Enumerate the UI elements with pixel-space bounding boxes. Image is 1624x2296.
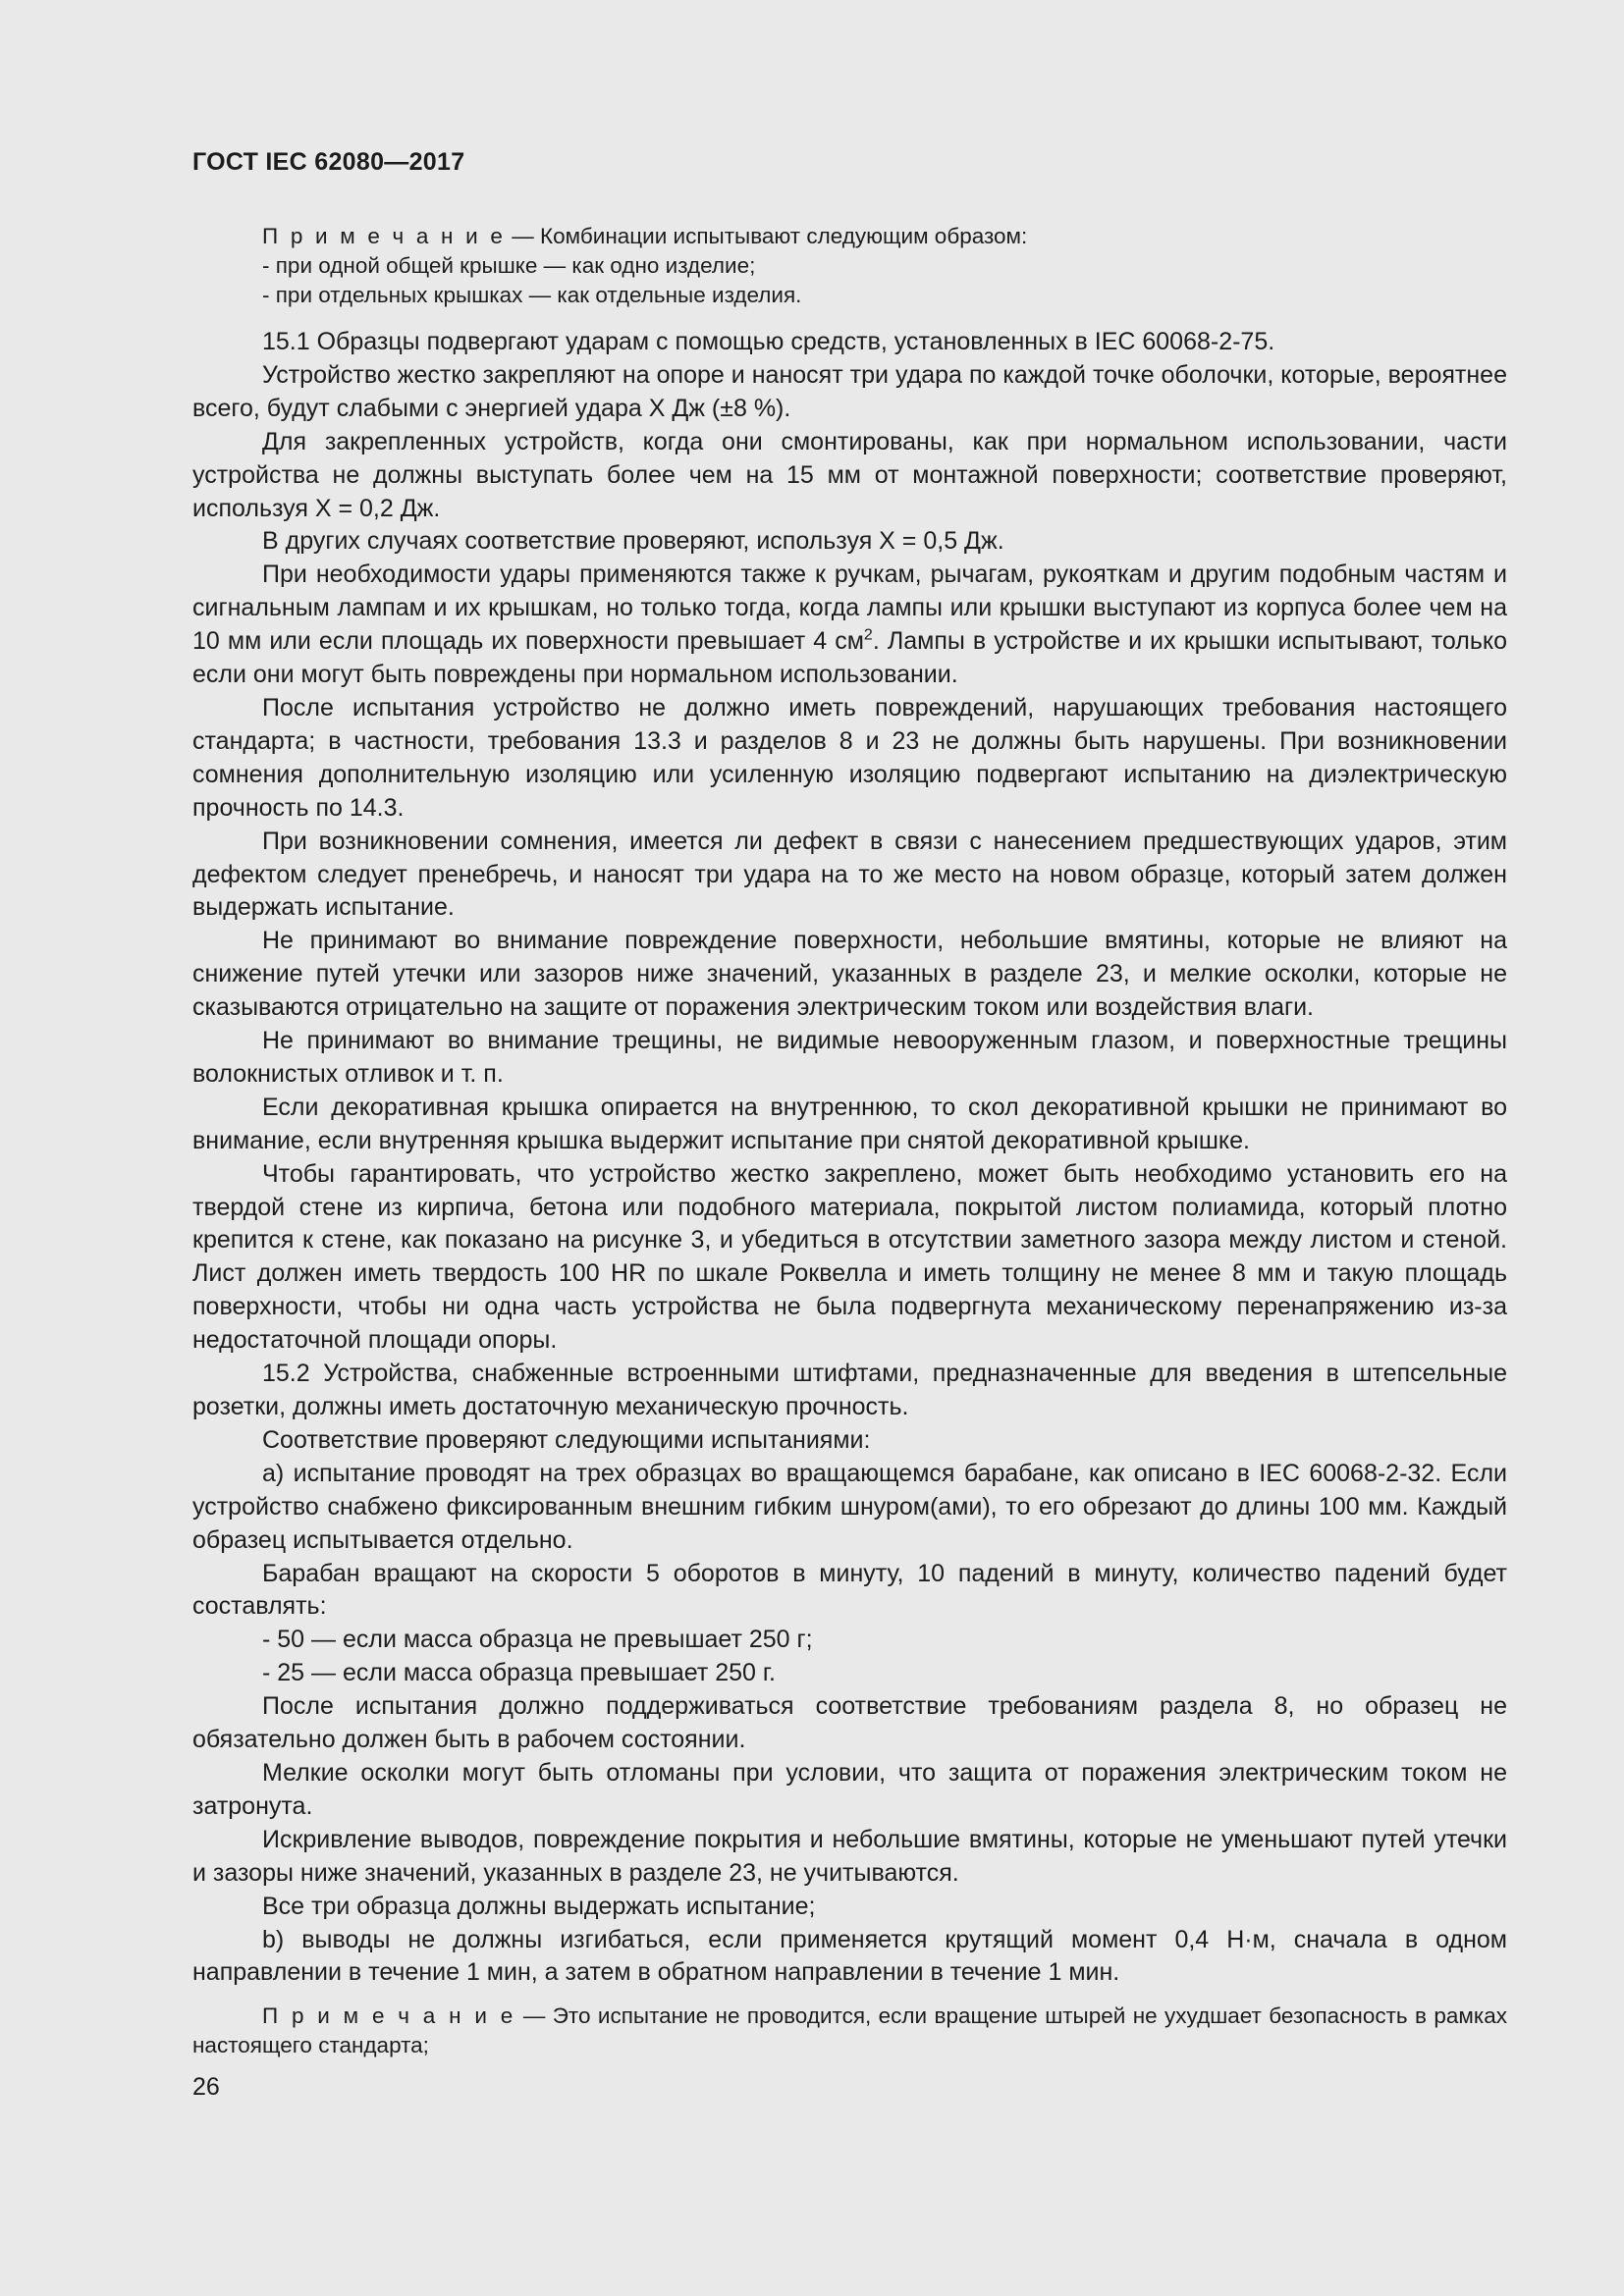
paragraph: Устройство жестко закрепляют на опоре и наносят три удара по каждой точке оболочки, которые, вероятнее всего, будут слабыми с энергией удара X Дж (±8 %). (192, 360, 1507, 422)
list-dash-item: - 50 — если масса образца не превышает 250 г; (262, 1626, 813, 1654)
paragraph: Искривление выводов, повреждение покрытия и небольшие вмятины, которые не уменьшают путей утечки и зазоры ниже значений, указанных в разделе 23, не учитываются. (192, 1825, 1507, 1887)
note-combinations (192, 222, 1507, 310)
paragraph: Не принимают во внимание трещины, не видимые невооруженным глазом, и поверхностные трещины волокнистых отливок и т. п. (192, 1027, 1507, 1088)
note-intro-text: — Комбинации испытывают следующим образом: (506, 224, 1028, 248)
lamps-text-before: При необходимости удары применяются также к ручкам, рычагам, рукояткам и другим подобным частям и сигнальным лампам и их крышкам, но только тогда, когда лампы или крышки выступают из корпуса более чем на 10 мм или если площадь их поверхности превышает 4 см (192, 561, 1507, 656)
note-line: - при одной общей крышке — как одно изделие; (262, 253, 756, 278)
paragraph: После испытания должно поддерживаться соответствие требованиям раздела 8, но образец не обязательно должен быть в рабочем состоянии. (192, 1692, 1507, 1754)
paragraph: После испытания устройство не должно иметь повреждений, нарушающих требования настоящего стандарта; в частности, требования 13.3 и разделов 8 и 23 не должны быть нарушены. При возникновении сомнения дополнительную изоляцию или усиленную изоляцию подвергают испытанию на диэлектрическую прочность по 14.3. (192, 693, 1507, 822)
paragraph: Не принимают во внимание повреждение поверхности, небольшие вмятины, которые не влияют на снижение путей утечки или зазоров ниже значений, указанных в разделе 23, и мелкие осколки, которые не сказываются отрицательно на защите от поражения электрическим током или воздействия влаги. (192, 927, 1507, 1022)
paragraph-lamps (192, 559, 1507, 692)
note-text: — Это испытание не проводится, если вращение штырей не ухудшает безопасность в рамках настоящего стандарта; (192, 2003, 1507, 2058)
clause-15-2: 15.2 Устройства, снабженные встроенными штифтами, предназначенные для введения в штепсельные розетки, должны иметь достаточную механическую прочность. (192, 1360, 1507, 1420)
note-rotation (192, 2002, 1507, 2060)
note-line: - при отдельных крышках — как отдельные изделия. (262, 283, 802, 307)
paragraph: Барабан вращают на скорости 5 оборотов в минуту, 10 падений в минуту, количество падений будет составлять: (192, 1559, 1507, 1621)
paragraph: Для закрепленных устройств, когда они смонтированы, как при нормальном использовании, части устройства не должны выступать более чем на 15 мм от монтажной поверхности; соответствие проверяют, используя X = 0,2 Дж. (192, 427, 1507, 522)
paragraph: В других случаях соответствие проверяют, используя X = 0,5 Дж. (262, 527, 1004, 556)
paragraph: Мелкие осколки могут быть отломаны при условии, что защита от поражения электрическим током не затронута. (192, 1758, 1507, 1820)
list-item-b: b) выводы не должны изгибаться, если применяется крутящий момент 0,4 Н·м, сначала в одном направлении в течение 1 мин, а затем в обратном направлении в течение 1 мин. (192, 1925, 1507, 1987)
document-header: ГОСТ IEC 62080—2017 (192, 148, 465, 176)
paragraph: При возникновении сомнения, имеется ли дефект в связи с нанесением предшествующих ударов, этим дефектом следует пренебречь, и наносят три удара на то же место на новом образце, который затем должен выдержать испытание. (192, 827, 1507, 922)
paragraph: Все три образца должны выдержать испытание; (262, 1892, 816, 1920)
list-item-a: a) испытание проводят на трех образцах во вращающемся барабане, как описано в IEC 60068-2-32. Если устройство снабжено фиксированным внешним гибким шнуром(ами), то его обрезают до длины 100 мм. Каждый образец испытывается отдельно. (192, 1459, 1507, 1554)
lamps-text-after: . Лампы в устройстве и их крышки испытывают, только если они могут быть повреждены при нормальном использовании. (192, 627, 1507, 689)
list-dash-item: - 25 — если масса образца превышает 250 г. (262, 1659, 776, 1687)
note-label: П р и м е ч а н и е (262, 224, 507, 248)
note-intro-line (262, 222, 1507, 251)
paragraph: Если декоративная крышка опирается на внутреннюю, то скол декоративной крышки не принимают во внимание, если внутренняя крышка выдержит испытание при снятой декоративной крышке. (192, 1093, 1507, 1154)
page-body (192, 222, 1507, 2060)
page-number: 26 (192, 2073, 220, 2101)
paragraph: Соответствие проверяют следующими испытаниями: (262, 1425, 871, 1454)
paragraph: Чтобы гарантировать, что устройство жестко закреплено, может быть необходимо установить его на твердой стене из кирпича, бетона или подобного материала, покрытой листом полиамида, который плотно крепится к стене, как показано на рисунке 3, и убедиться в отсутствии заметного зазора между листом и стеной. Лист должен иметь твердость 100 HR по шкале Роквелла и иметь толщину не менее 8 мм и такую площадь поверхности, чтобы ни одна часть устройства не была подвергнута механическому перенапряжению из-за недостаточной площади опоры. (192, 1159, 1507, 1355)
clause-15-1: 15.1 Образцы подвергают ударам с помощью средств, установленных в IEC 60068-2-75. (262, 328, 1275, 355)
note-label: П р и м е ч а н и е (262, 2003, 516, 2029)
superscript: 2 (863, 626, 873, 644)
